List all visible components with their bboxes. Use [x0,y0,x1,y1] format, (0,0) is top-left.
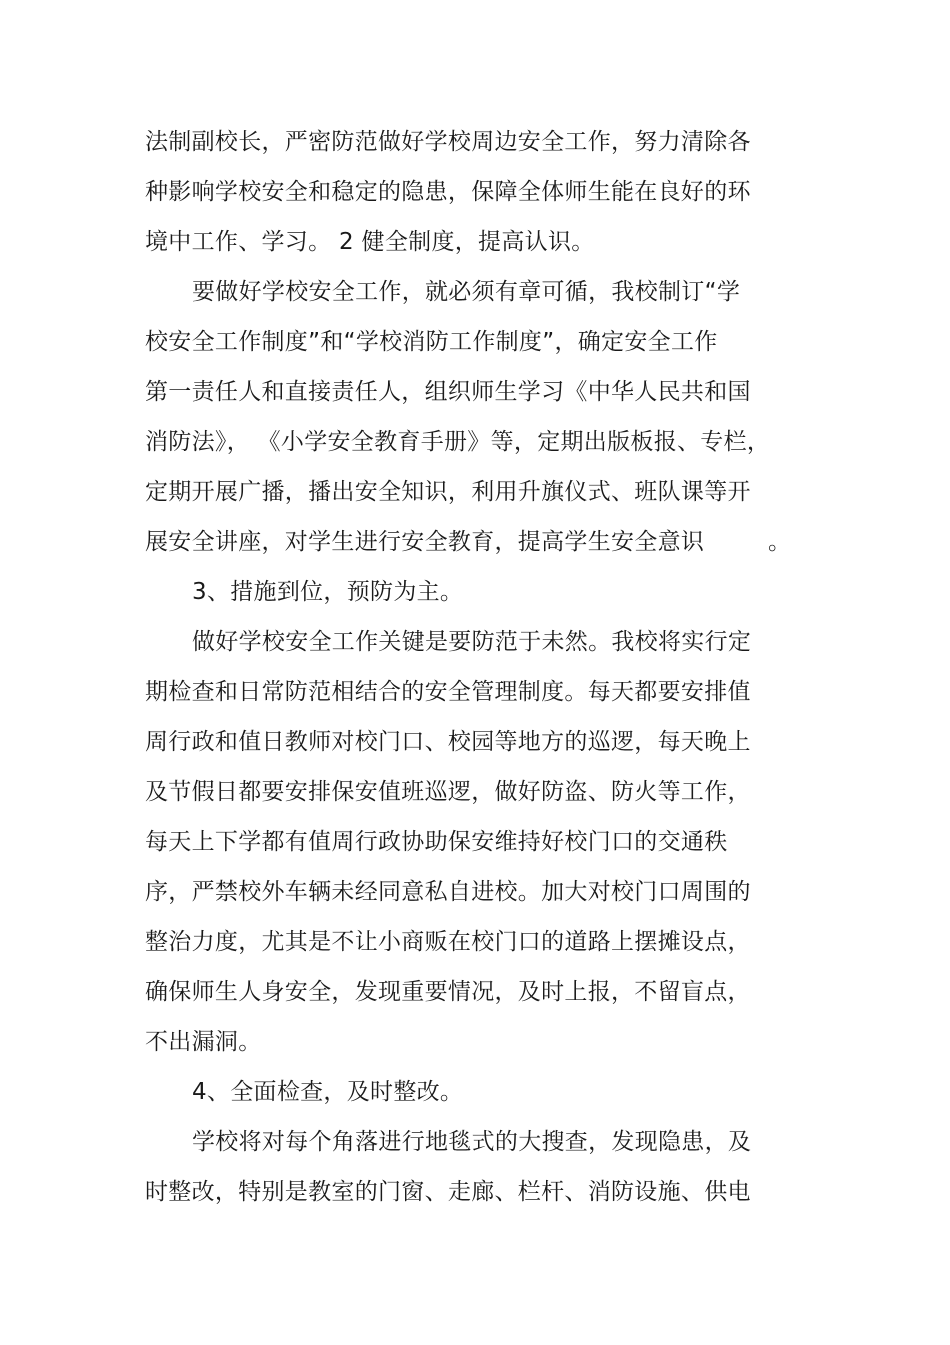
section-heading-4: 4、全面检查，及时整改。 [192,1079,464,1105]
text-line-21: 学校将对每个角落进行地毯式的大搜查，发现隐患，及 [192,1129,752,1155]
text-line-6: 第一责任人和直接责任人，组织师生学习《中华人民共和国 [145,379,751,405]
text-line-4: 要做好学校安全工作，就必须有章可循，我校制订“学 [192,279,741,305]
text-line-14: 及节假日都要安排保安值班巡逻，做好防盗、防火等工作， [145,779,751,805]
text-line-7: 消防法》， 《小学安全教育手册》等，定期出版板报、专栏， [145,429,771,455]
text-line-8: 定期开展广播，播出安全知识，利用升旗仪式、班队课等开 [145,479,751,505]
text-line-17: 整治力度，尤其是不让小商贩在校门口的道路上摆摊设点， [145,929,751,955]
text-line-1: 法制副校长，严密防范做好学校周边安全工作，努力清除各 [145,129,751,155]
text-line-5: 校安全工作制度”和“学校消防工作制度”，确定安全工作 [145,329,718,355]
text-line-16: 序，严禁校外车辆未经同意私自进校。加大对校门口周围的 [145,879,751,905]
text-line-15: 每天上下学都有值周行政协助保安维持好校门口的交通秩 [145,829,728,855]
text-line-13: 周行政和值日教师对校门口、校园等地方的巡逻，每天晚上 [145,729,751,755]
trailing-period: 。 [768,529,791,555]
text-line-12: 期检查和日常防范相结合的安全管理制度。每天都要安排值 [145,679,751,705]
text-line-11: 做好学校安全工作关键是要防范于未然。我校将实行定 [192,629,752,655]
text-line-3: 境中工作、学习。 2 健全制度，提高认识。 [145,229,595,255]
text-line-18: 确保师生人身安全，发现重要情况，及时上报，不留盲点， [145,979,751,1005]
text-line-22: 时整改，特别是教室的门窗、走廊、栏杆、消防设施、供电 [145,1179,751,1205]
text-line-19: 不出漏洞。 [145,1029,262,1055]
section-heading-3: 3、措施到位，预防为主。 [192,579,464,605]
text-line-2: 种影响学校安全和稳定的隐患，保障全体师生能在良好的环 [145,179,751,205]
text-line-9: 展安全讲座，对学生进行安全教育，提高学生安全意识 [145,529,705,555]
